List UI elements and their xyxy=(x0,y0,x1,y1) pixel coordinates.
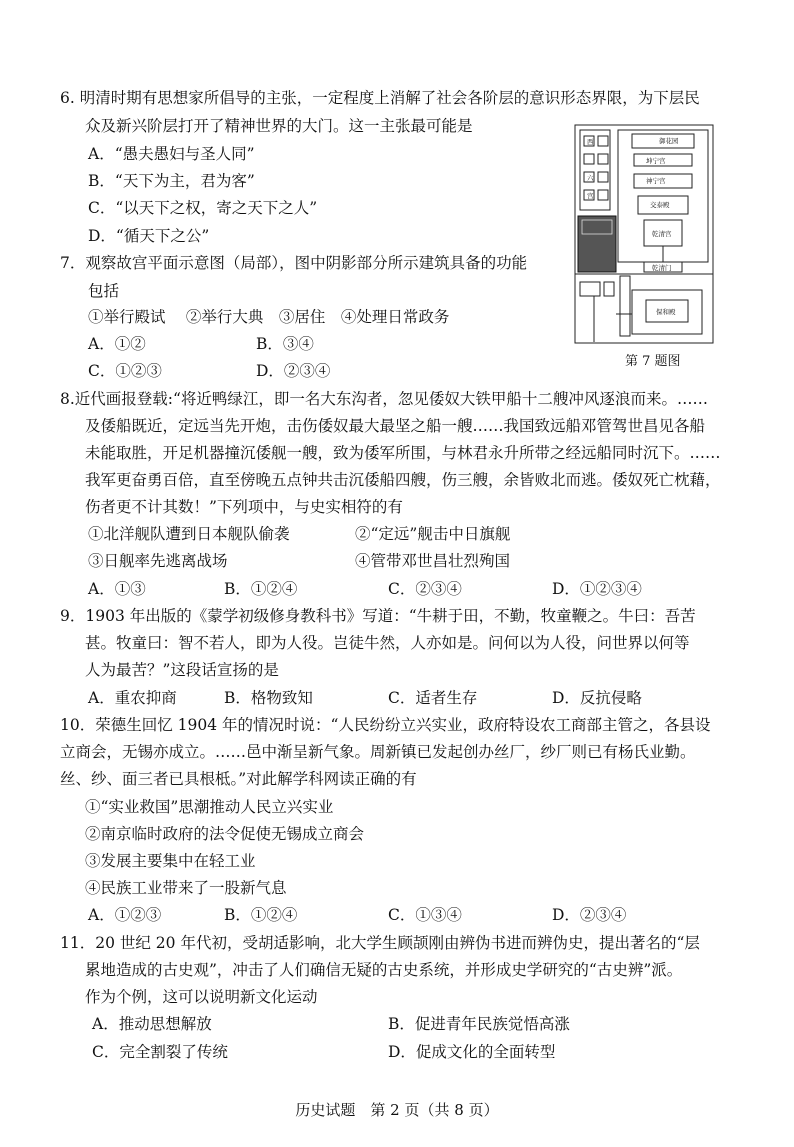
q8-option-c[interactable]: C．②③④ xyxy=(388,580,462,598)
q8-stem-line2: 及倭船既近，定远当先开炮，击伤倭奴最大最坚之船一艘……我国致远船邓管驾世昌见各船 xyxy=(85,417,706,435)
q8-stem-line4: 我军更奋勇百倍，直至傍晚五点钟共击沉倭船四艘，伤三艘，余皆败北而逃。倭奴死亡枕藉， xyxy=(85,471,721,489)
label-liu: 六 xyxy=(587,174,594,182)
figure-caption: 第 7 题图 xyxy=(625,354,681,369)
q10-stem-line1: 10．荣德生回忆 1904 年的情况时说：“人民纷纷立兴实业，政府特设农工商部主管之，各县设 xyxy=(60,716,711,734)
q8-stem-line5: 伤者更不计其数！”下列项中，与史实相符的有 xyxy=(85,498,403,516)
q10-item-4: ④民族工业带来了一股新气息 xyxy=(85,879,287,897)
q6-option-b[interactable]: B．“天下为主，君为客” xyxy=(88,172,255,190)
q7-stem-line2: 包括 xyxy=(88,282,120,300)
q10-option-b[interactable]: B．①②④ xyxy=(224,906,298,924)
q7-option-a[interactable]: A．①② xyxy=(88,335,146,353)
q8-item-3: ③日舰率先逃离战场 xyxy=(88,552,228,570)
q11-stem-line2: 累地造成的古史观”，冲击了人们确信无疑的古史系统，并形成史学研究的“古史辨”派。 xyxy=(85,961,683,979)
q7-option-c[interactable]: C．①②③ xyxy=(88,362,162,380)
label-gong: 宫 xyxy=(587,192,594,200)
forbidden-city-plan-figure xyxy=(574,124,714,344)
q6-option-c[interactable]: C．“以天下之权，寄之天下之人” xyxy=(88,199,318,217)
label-shenningong: 坤宁宫 xyxy=(646,157,666,165)
q6-stem-line2: 众及新兴阶层打开了精神世界的大门。这一主张最可能是 xyxy=(85,117,473,135)
q9-stem-line2: 甚。牧童曰：智不若人，即为人役。岂徒牛然，人亦如是。问何以为人役，问世界以何等 xyxy=(85,634,690,652)
q8-option-d[interactable]: D．①②③④ xyxy=(552,580,642,598)
q10-item-1: ①“实业救国”思潮推动人民立兴实业 xyxy=(85,798,334,816)
q10-stem-line3: 丝、纱、面三者已具根柢。”对此解学科网读正确的有 xyxy=(60,770,417,788)
q9-option-a[interactable]: A．重农抑商 xyxy=(88,689,177,707)
q9-option-c[interactable]: C．适者生存 xyxy=(388,689,478,707)
q8-option-b[interactable]: B．①②④ xyxy=(224,580,298,598)
q9-stem-line1: 9．1903 年出版的《蒙学初级修身教科书》写道：“牛耕于田，不勤，牧童鞭之。牛曰：吾苦 xyxy=(60,607,696,625)
q8-stem-line1: 8.近代画报登载:“将近鸭绿江，即一名大东沟者，忽见倭奴大铁甲船十二艘冲风逐浪而来。…… xyxy=(60,390,708,408)
q11-option-a[interactable]: A．推动思想解放 xyxy=(92,1015,212,1033)
page-footer: 历史试题 第 2 页（共 8 页） xyxy=(295,1101,499,1119)
q8-item-1: ①北洋舰队遭到日本舰队偷袭 xyxy=(88,525,290,543)
q7-stem-line1: 7．观察故宫平面示意图（局部），图中阴影部分所示建筑具备的功能 xyxy=(60,254,528,272)
label-qianqinggong: 乾清宫 xyxy=(652,230,672,238)
q6-option-d[interactable]: D．“循天下之公” xyxy=(88,227,210,245)
q9-stem-line3: 人为最苦？”这段话宣扬的是 xyxy=(85,661,279,679)
label-qianqingmen: 乾清门 xyxy=(652,264,672,272)
q11-option-d[interactable]: D．促成文化的全面转型 xyxy=(388,1043,556,1061)
q6-stem-line1: 6. 明清时期有思想家所倡导的主张，一定程度上消解了社会各阶层的意识形态界限，为下层民 xyxy=(60,89,700,107)
q8-option-a[interactable]: A．①③ xyxy=(88,580,146,598)
q11-option-c[interactable]: C．完全割裂了传统 xyxy=(92,1043,228,1061)
label-baohedian: 保和殿 xyxy=(656,308,676,316)
q10-stem-line2: 立商会，无锡亦成立。……邑中渐呈新气象。周新镇已发起创办丝厂，纱厂则已有杨氏业勤。 xyxy=(60,743,696,761)
q9-option-d[interactable]: D．反抗侵略 xyxy=(552,689,642,707)
label-shenninggong2: 神宁宫 xyxy=(646,177,666,185)
q8-stem-line3: 未能取胜，开足机器撞沉倭舰一艘，致为倭军所围，与林君永升所带之经远船同时沉下。…… xyxy=(85,444,721,462)
q7-option-b[interactable]: B．③④ xyxy=(256,335,314,353)
q10-item-2: ②南京临时政府的法令促使无锡成立商会 xyxy=(85,825,365,843)
q8-item-4: ④管带邓世昌壮烈殉国 xyxy=(355,552,511,570)
q10-option-a[interactable]: A．①②③ xyxy=(88,906,162,924)
q6-option-a[interactable]: A．“愚夫愚妇与圣人同” xyxy=(88,145,255,163)
q9-option-b[interactable]: B．格物致知 xyxy=(224,689,313,707)
q10-option-c[interactable]: C．①③④ xyxy=(388,906,462,924)
q7-items: ①举行殿试 ②举行大典 ③居住 ④处理日常政务 xyxy=(88,308,450,326)
q7-option-d[interactable]: D．②③④ xyxy=(256,362,331,380)
shaded-building xyxy=(578,216,616,272)
label-jiaotaidian: 交泰殿 xyxy=(650,201,670,209)
q11-stem-line1: 11．20 世纪 20 年代初，受胡适影响，北大学生顾颉刚由辨伪书进而辨伪史，提出著名的“层 xyxy=(60,934,700,952)
q10-item-3: ③发展主要集中在轻工业 xyxy=(85,852,256,870)
q10-option-d[interactable]: D．②③④ xyxy=(552,906,627,924)
q11-stem-line3: 作为个例，这可以说明新文化运动 xyxy=(85,988,318,1006)
q8-item-2: ②“定远”舰击中日旗舰 xyxy=(355,525,511,543)
label-yuhuayuan: 御花园 xyxy=(659,137,679,145)
q11-option-b[interactable]: B．促进青年民族觉悟高涨 xyxy=(388,1015,570,1033)
label-xi: 西 xyxy=(587,138,594,146)
